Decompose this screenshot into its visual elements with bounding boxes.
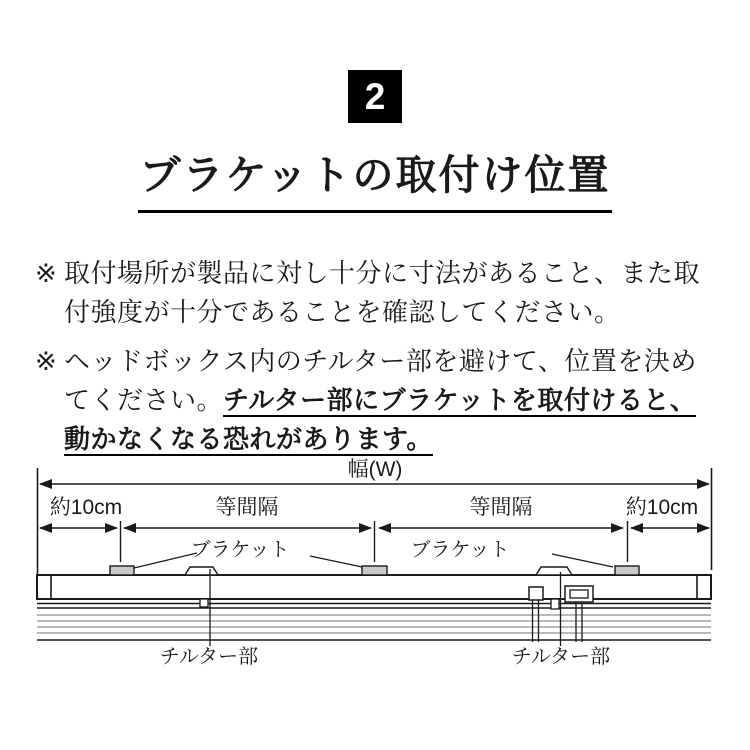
note-2-line-3-warning: 動かなくなる恐れがあります。 — [64, 424, 433, 454]
bracket-right — [615, 566, 639, 575]
bracket-leader-left — [134, 553, 197, 568]
cord-lock-box-inner — [570, 590, 588, 598]
bracket-label-right: ブラケット — [410, 539, 510, 561]
note-marker: ※ — [35, 346, 58, 376]
step-number-badge — [348, 70, 402, 123]
note-2-line-2-normal: てください。 — [64, 385, 224, 415]
note-1-line-1: 取付場所が製品に対し十分に寸法があること、また取 — [64, 258, 701, 288]
note-1-line-2: 付強度が十分であることを確認してください。 — [64, 297, 621, 327]
title-wrap — [0, 142, 750, 213]
headbox — [37, 575, 711, 599]
left-margin-label: 約10cm — [49, 496, 123, 519]
step-number: 2 — [364, 75, 386, 117]
tilter-mechanism-box — [529, 587, 543, 600]
tilter-label-right: チルター部 — [511, 646, 611, 668]
page-title: ブラケットの取付け位置 — [138, 142, 613, 213]
installation-diagram — [0, 450, 750, 700]
right-margin-label: 約10cm — [625, 496, 699, 519]
note-tilter-warning — [35, 342, 725, 459]
ladder-hanger-left — [200, 599, 208, 607]
equal-spacing-label-left: 等間隔 — [215, 496, 279, 519]
tilter-label-left: チルター部 — [159, 646, 259, 668]
width-dimension-label: 幅(W) — [347, 458, 403, 481]
tilter-top-right — [536, 567, 572, 575]
equal-spacing-label-right: 等間隔 — [469, 496, 533, 519]
bracket-left — [110, 566, 134, 575]
note-marker: ※ — [35, 258, 58, 288]
ladder-hanger-right — [551, 599, 559, 609]
bracket-label-left: ブラケット — [190, 539, 290, 561]
note-mounting-space — [35, 254, 725, 332]
note-2-line-2-warning: チルター部にブラケットを取付けると、 — [223, 385, 697, 415]
bracket-leader-right — [552, 554, 613, 567]
note-2-line-1: ヘッドボックス内のチルター部を避けて、位置を決め — [64, 346, 697, 376]
bracket-leader-center — [310, 556, 362, 567]
bracket-center — [362, 566, 387, 575]
tilter-top-left — [185, 567, 218, 575]
